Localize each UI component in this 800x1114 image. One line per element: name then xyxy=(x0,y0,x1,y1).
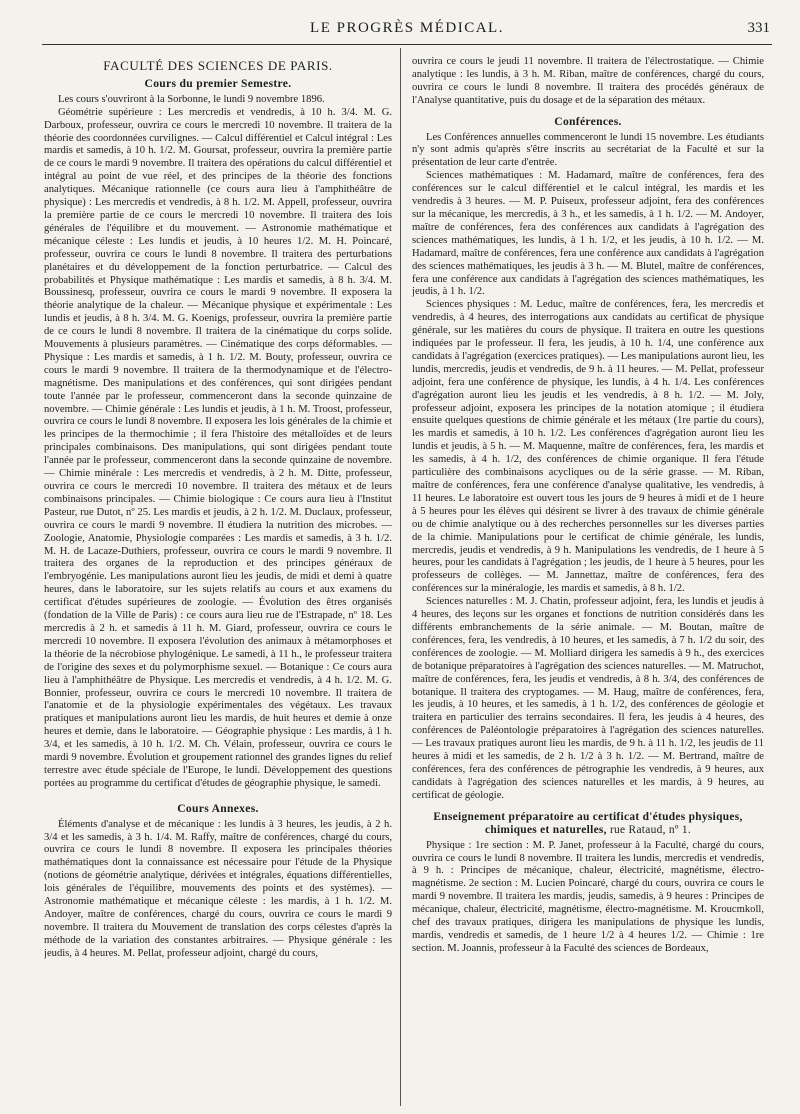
paragraph: Les Conférences annuelles commenceront le lundi 15 novembre. Les étudiants n'y sont admis qu'après s'être inscrits au secrétariat de la Faculté et sur la présentation de leur carte d'entrée. xyxy=(412,131,764,169)
faculty-title: FACULTÉ DES SCIENCES DE PARIS. xyxy=(103,58,333,73)
prep-section-title xyxy=(412,811,764,837)
running-title: LE PROGRÈS MÉDICAL. xyxy=(310,20,504,36)
prep-title-text: Enseignement préparatoire au certificat d'études physiques, chimiques et naturelles, xyxy=(433,810,743,836)
prep-title-address: rue Rataud, nº 1. xyxy=(606,823,692,836)
paragraph: Sciences physiques : M. Leduc, maître de conférences, fera, les mercredis et vendredis, à 4 heures, des interrogations aux candidats au certificat de physique générale, sur les matières du cours de physique. Il traitera en outre les questions indiquées par le professeur. Il fera, les jeudis, à 10 h. 1/4, une conférence aux candidats à l'agrégation (exercices pratiques). — Les manipulations auront lieu, les lundis, mercredis, jeudis et vendredis, de 9 h. à 11 heures. — M. Pellat, professeur adjoint, fera une conférence de physique, les lundis, à 4 h. 1/4. Les conférences d'agrégation auront lieu les jeudis et les vendredis, à 8 h. 1/2. — M. Joly, professeur adjoint, exposera les principes de la notation atomique ; il étudiera ensuite quelques questions de chimie générale et les métaux (1re partie du cours), les mardis et samedis, à 10 h. 1/2. Les conférences d'agrégation auront lieu les lundis et jeudis, à 5 h. — M. Maquenne, maître de conférences, fera, les mardis et les samedis, à 4 h. 1/2, des conférences de chimie organique. Il fera l'étude particulière des combinaisons acycliques ou de la série grasse. — M. Riban, maître de conférences, fera une conférence d'analyse qualitative, les vendredis, à 11 heures. Le laboratoire est ouvert tous les jours de 9 heures à midi et de 1 heure à 5 heures pour les élèves qui désirent se livrer à des travaux de chimie générale ou de chimie analytique ou à des recherches personnelles sur les diverses parties de la chimie. Manipulations pour le certificat de chimie générale, les lundis, mercredis, jeudis et vendredis, à 9 h. Manipulations les vendredis, de 1 heure à 5 heures, pour les candidats à l'agrégation ; les jeudis, de 1 heure à 5 heures, pour les professeurs de collèges. — M. Jannettaz, maître de conférences, fera des conférences sur la minéralogie, les mardis et samedis, à 8 h. 1/2. xyxy=(412,299,764,595)
paragraph: Physique : 1re section : M. P. Janet, professeur à la Faculté, chargé du cours, ouvrira ce cours le lundi 8 novembre. Il traitera les lundis, mercredis et vendredis, à 9 h. : Principes de mécanique, chaleur, électricité, magnétisme, électro-magnétisme. 2e section : M. Lucien Poincaré, chargé du cours, ouvrira ce cours le mardi 9 novembre. Il traitera les mardis, jeudis, samedis, à 9 heures : Principes de mécanique, chaleur, électricité, magnétisme, électro-magnétisme. M. Kroucmkoll, chef des travaux pratiques, dirigera les manipulations de physique les lundis, mardis, vendredis et samedis, de 1 heure 1/2 à 4 heures 1/2. — Chimie : 1re section. M. Joannis, professeur à la Faculté des sciences de Bordeaux, xyxy=(412,839,764,954)
left-column xyxy=(44,56,392,1106)
conferences-section-title: Conférences. xyxy=(554,114,622,128)
paragraph: ouvrira ce cours le jeudi 11 novembre. Il traitera de l'électrostatique. — Chimie analytique : les lundis, à 3 h. M. Riban, maître de conférences, chargé du cours, ouvrira ce cours le lundi 8 novembre. Il traitera des procédés généraux de l'Analyse quantitative, puis du dosage et de la séparation des métaux. xyxy=(412,56,764,106)
course-section-title: Cours du premier Semestre. xyxy=(144,76,292,90)
paragraph: Les cours s'ouvriront à la Sorbonne, le lundi 9 novembre 1896. xyxy=(58,93,325,105)
page-header xyxy=(42,16,772,45)
column-divider xyxy=(400,48,401,1106)
paragraph: Géométrie supérieure : Les mercredis et vendredis, à 10 h. 3/4. M. G. Darboux, professeur, ouvrira ce cours le mercredi 10 novembre. Il traitera de la théorie des coordonnées curvilignes. — Calcul différentiel et Calcul intégral : Les mardis et samedis, à 10 h. 1/2. M. Goursat, professeur, ouvrira la première partie de ce cours le mardi 9 novembre. Il traitera des opérations du calcul différentiel et intégral au point de vue réel, et des principes de la théorie des fonctions analytiques. Mécanique rationnelle (ce cours aura lieu à l'amphithéâtre de physique) : Les mercredis et vendredis, à 8 h. 1/2. M. Appell, professeur, ouvrira la première partie de ce cours le mercredi 10 novembre. Il traitera des lois générales de l'équilibre et du mouvement. — Astronomie mathématique et mécanique céleste : Les lundis et jeudis, à 10 heures 1/2. M. H. Poincaré, professeur, ouvrira ce cours le lundi 8 novembre. Il traitera des perturbations planétaires et du développement de la fonction perturbatrice. — Calcul des probabilités et Physique mathématique : Les mardis et samedis, à 8 h. 3/4. M. Boussinesq, professeur, ouvrira ce cours le mardi 9 novembre. Il exposera la théorie analytique de la chaleur. — Mécanique physique et expérimentale : Les lundis et jeudis, à 8 h. 3/4. M. G. Koenigs, professeur, ouvrira la première partie de ce cours le lundi 8 novembre. Il traitera de la cinématique du corps solide. Mouvements à plusieurs paramètres. — Cinématique des corps déformables. — Physique : Les mardis et samedis, à 1 h. 1/2. M. Bouty, professeur, ouvrira ce cours le mardi 9 novembre. Il traitera de la thermodynamique et de l'électro-magnétisme. Des manipulations et des conférences, qui sont dirigées pendant toute l'année par le professeur, commenceront dans la seconde quinzaine de novembre. — Chimie générale : Les lundis et jeudis, à 1 h. M. Troost, professeur, ouvrira ce cours le lundi 8 novembre. Il exposera les lois générales de la chimie et les principes de la thermochimie ; il fera l'histoire des métalloïdes et de leurs principales combinaisons. Des manipulations, qui sont dirigées pendant toute l'année par le professeur, commenceront dans la seconde quinzaine de novembre. — Chimie minérale : Les mercredis et vendredis, à 2 h. M. Ditte, professeur, ouvrira ce cours le mercredi 10 novembre. Il traitera des métaux et de leurs combinaisons principales. — Chimie biologique : Ce cours aura lieu à l'Institut Pasteur, rue Dutot, nº 25. Les mardis et jeudis, à 2 h. 1/2. M. Duclaux, professeur, ouvrira ce cours le mardi 9 novembre. Il étudiera la nutrition des microbes. — Zoologie, Anatomie, Physiologie comparées : Les mardis et samedis, à 3 h. 1/2. M. H. de Lacaze-Duthiers, professeur, ouvrira ce cours le mardi 9 novembre. Il traitera des organes de la reproduction et des principes généraux de l'embryogénie. Les manipulations auront lieu les jeudis, de midi et demi à quatre heures, dans le laboratoire, sur les sujets relatifs au cours et aux examens du certificat d'études supérieures de zoologie. — Évolution des êtres organisés (fondation de la Ville de Paris) : ce cours aura lieu rue de l'Estrapade, nº 18. Les mercredis à 2 h. et samedis à 11 h. M. Giard, professeur, ouvrira ce cours le mercredi 10 novembre. Il exposera l'évolution des animaux à métamorphoses et la théorie de la nécrobiose phylogénique. Le samedi, à 11 h., le professeur traitera de l'origine des sexes et du polymorphisme sexuel. — Botanique : Ce cours aura lieu à l'amphithéâtre de Physique. Les mercredis et vendredis, à 4 h. 1/2. M. G. Bonnier, professeur, ouvrira ce cours le mercredi 10 novembre. Il traitera de l'anatomie et de la physiologie expérimentales des végétaux. Les travaux pratiques et manipulations auront lieu les mardis, de huit heures et demie à onze heures et demie, dans le laboratoire. — Géographie physique : Les mardis, à 1 h. 3/4, et les samedis, à 10 h. 1/2. M. Ch. Vélain, professeur, ouvrira ce cours le mardi 9 novembre. Évolution et groupement rationnel des grandes lignes du relief terrestre avec étude spéciale de l'Europe, le lundi. Développement des questions portées au programme du certificat d'études de géographie physique, le samedi. xyxy=(44,106,392,789)
annex-section-title: Cours Annexes. xyxy=(177,801,259,815)
right-column xyxy=(412,56,764,1106)
page-number: 331 xyxy=(747,20,770,36)
paragraph: Sciences naturelles : M. J. Chatin, professeur adjoint, fera, les lundis et jeudis à 4 heures, des leçons sur les organes et fonctions de nutrition considérés dans les différents embranchements de la série animale. — M. Boutan, maître de conférences, fera, les vendredis, à 10 heures, et les samedis, à 7 h. 1/2 du soir, des conférences de zoologie. — M. Molliard dirigera les samedis à 9 h., des exercices de botanique préparatoires à l'agrégation des sciences naturelles. — M. Matruchot, maître de conférences, fera, les jeudis et vendredis, à 8 h. 3/4, des conférences de botanique. Il traitera des cryptogames. — M. Haug, maître de conférences, fera, les jeudis, à 10 heures, et les samedis, à 1 h. 1/2, des conférences de géologie et traitera en particulier des terrains secondaires. Il fera, les jeudis à 4 heures, des conférences de Paléontologie préparatoires à l'agrégation des sciences naturelles. — Les travaux pratiques auront lieu les mardis, de 9 h. à 11 h. 1/2, les jeudis de 11 heures à midi et les samedis, de 2 h. 1/2 à 3 h. 1/2. — M. Bertrand, maître de conférences, fera des conférences de pétrographie les vendredis, à 9 heures, aux candidats à l'agrégation des sciences naturelles et les mardis, à 9 heures, au certificat de géologie. xyxy=(412,596,764,801)
paragraph: Éléments d'analyse et de mécanique : les lundis à 3 heures, les jeudis, à 2 h. 3/4 et les samedis, à 3 h. 1/4. M. Raffy, maître de conférences, chargé du cours, ouvrira ce cours le lundi 8 novembre. Il exposera les principales théories mathématiques dont la connaissance est nécessaire pour l'étude de la Physique (notions de géométrie analytique, dérivées et intégrales, équations différentielles, lois générales de l'équilibre, mouvements des points et des systèmes). — Astronomie mathématique et mécanique céleste : les mardis, à 1 h. 1/2. M. Andoyer, maître de conférences, chargé du cours, ouvrira ce cours le mardi 9 novembre. Il traitera du Mouvement de translation des corps célestes d'après la méthode de la variation des constantes arbitraires. — Physique générale : les jeudis, à 4 heures. M. Pellat, professeur adjoint, chargé du cours, xyxy=(44,818,392,959)
paragraph: Sciences mathématiques : M. Hadamard, maître de conférences, fera des conférences sur le calcul différentiel et le calcul intégral, les mardis et les vendredis à 3 heures. — M. P. Puiseux, professeur adjoint, fera des conférences sur la mécanique, les mercredis, à 3 h., et les samedis, à 1 h. 1/2. — M. Andoyer, maître de conférences, fera des conférences aux candidats à l'agrégation des sciences mathématiques, les lundis, à 1 h. 1/2, et les jeudis, à 10 h. 1/2. — M. Hadamard, maître de conférences, fera une conférence aux candidats à l'agrégation des sciences mathématiques, les jeudis à 3 h. — M. Blutel, maître de conférences, fera une conférence aux candidats à l'agrégation des sciences mathématiques, les jeudis, à 1 h. 1/2. xyxy=(412,170,764,298)
